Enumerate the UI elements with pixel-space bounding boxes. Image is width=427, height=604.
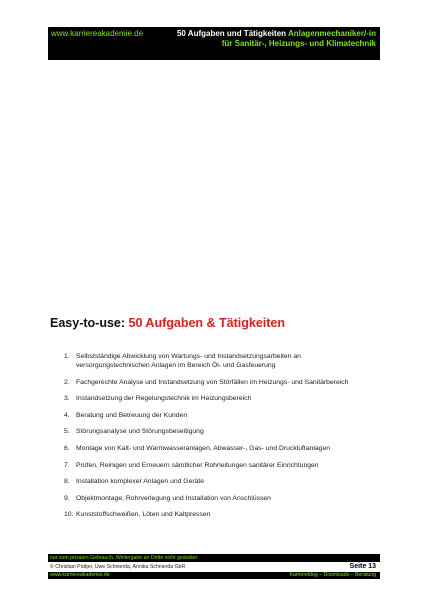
task-item	[64, 494, 364, 503]
task-item	[64, 427, 364, 436]
task-text: Fachgerechte Analyse und Instandsetzung von Störfällen im Heizungs- und Sanitärbereich	[76, 378, 349, 386]
footer-section-links[interactable]: Karriereblog – Downloads – Beratung	[289, 572, 376, 578]
task-text: Montage von Kalt- und Warmwasseranlagen, Abwasser-, Gas- und Druckluftanlagen	[76, 444, 331, 452]
task-number: 4.	[64, 411, 70, 419]
page-header	[48, 27, 380, 60]
task-item	[64, 378, 364, 387]
task-number: 1.	[64, 353, 70, 360]
task-number: 6.	[64, 444, 70, 452]
footer-notice: nur zum privaten Gebrauch, Weitergabe an Dritte nicht gestattet	[48, 554, 380, 562]
task-number: 10.	[64, 511, 74, 519]
task-item	[64, 461, 364, 470]
task-item	[64, 477, 364, 486]
task-text: Störungsanalyse und Störungsbeseitigung	[76, 428, 204, 436]
task-text: Kunststoffschweißen, Löten und Kaltpressen	[76, 511, 211, 519]
task-text: Prüfen, Reinigen und Erneuern sämtlicher Rohrleitungen sanitärer Einrichtungen	[76, 461, 319, 469]
task-item	[64, 510, 364, 519]
header-title-green: Anlagenmechaniker/-in	[287, 29, 376, 38]
task-text: Objektmontage, Rohrverlegung und Installation von Anschlüssen	[76, 494, 271, 502]
task-text: Beratung und Betreuung der Kunden	[76, 411, 188, 419]
footer-site-link[interactable]: www.karriereakademie.de	[50, 572, 110, 578]
task-number: 9.	[64, 494, 70, 502]
task-text: Instandsetzung der Regelungstechnik im Heizungsbereich	[76, 395, 252, 403]
task-item	[64, 411, 364, 420]
footer-copyright: © Christian Püttjer, Uwe Schnierda, Annika Schnierda GbR	[50, 564, 186, 570]
task-number: 7.	[64, 461, 70, 469]
task-item	[64, 394, 364, 403]
header-title-white: 50 Aufgaben und Tätigkeiten	[176, 29, 287, 38]
task-number: 3.	[64, 395, 70, 403]
header-site-link[interactable]: www.karriereakademie.de	[51, 29, 144, 38]
task-item	[64, 444, 364, 453]
task-number: 5.	[64, 428, 70, 436]
page-footer	[48, 554, 380, 579]
page-number: Seite 13	[349, 563, 376, 570]
header-title-line2: für Sanitär-, Heizungs- und Klimatechnik	[221, 39, 376, 48]
task-text: Installation komplexer Anlagen und Geräte	[76, 478, 205, 486]
task-item	[64, 352, 364, 370]
task-number: 8.	[64, 478, 70, 486]
task-number: 2.	[64, 378, 70, 386]
footer-bottom-bar	[48, 572, 380, 579]
heading-highlight: 50 Aufgaben & Tätigkeiten	[128, 316, 286, 330]
section-heading	[50, 316, 285, 330]
task-list	[64, 352, 364, 527]
heading-prefix: Easy-to-use:	[50, 316, 126, 330]
header-title-line1	[177, 29, 376, 38]
task-text: Selbstständige Abwicklung von Wartungs- und Instandsetzungsarbeiten an versorgungstechnischen Anlagen im Bereich Öl- und Gasfeuerung	[76, 353, 301, 369]
footer-info-row	[48, 562, 380, 572]
